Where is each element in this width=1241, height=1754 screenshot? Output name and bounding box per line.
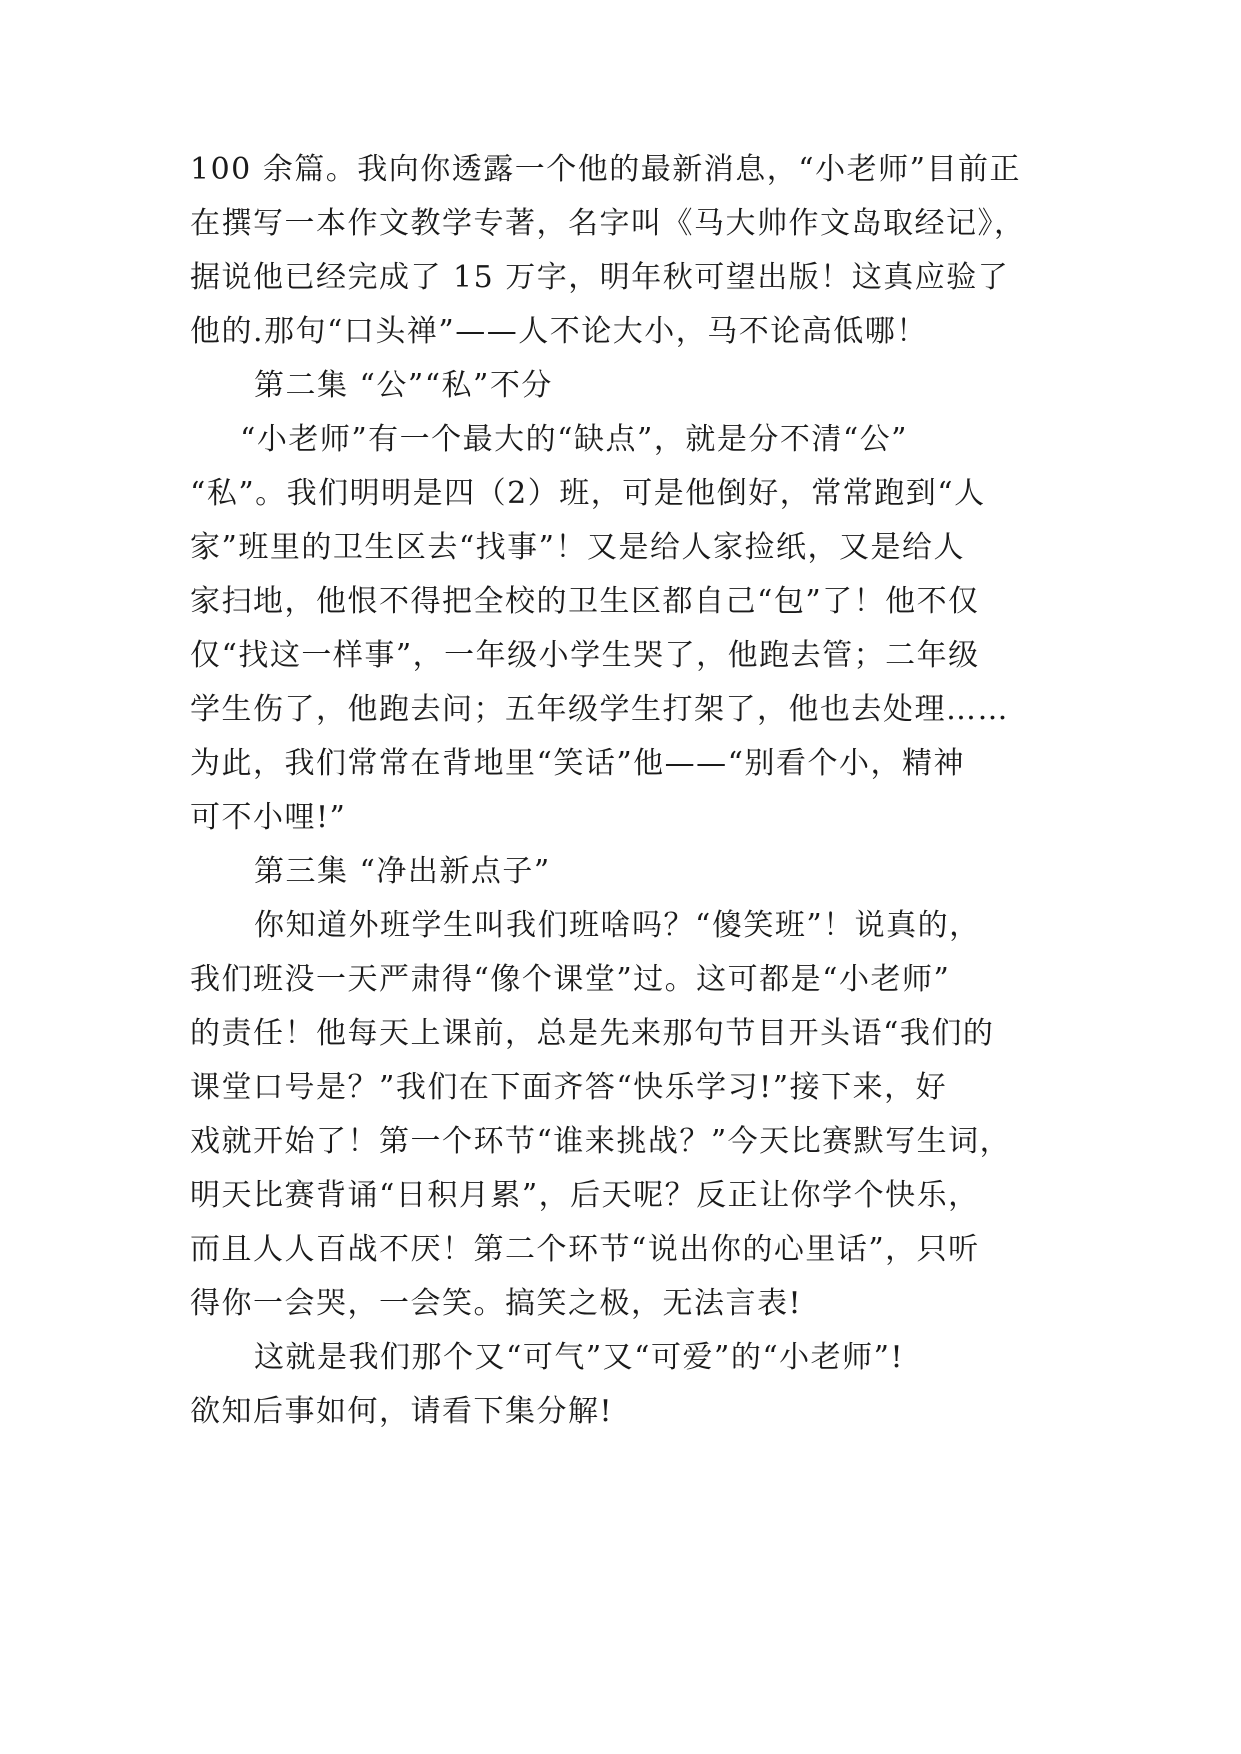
text-line: 得你一会哭，一会笑。搞笑之极，无法言表! bbox=[190, 1286, 803, 1321]
text-line: 100 余篇。我向你透露一个他的最新消息，“小老师”目前正 bbox=[190, 152, 1021, 187]
text-line: 戏就开始了！第一个环节“谁来挑战？”今天比赛默写生词， bbox=[190, 1124, 1012, 1159]
text-line: 我们班没一天严肃得“像个课堂”过。这可都是“小老师” bbox=[190, 962, 951, 997]
section-heading: 第三集 “净出新点子” bbox=[254, 854, 551, 889]
text-line: 而且人人百战不厌！第二个环节“说出你的心里话”，只听 bbox=[190, 1232, 980, 1267]
paragraph-first-line: 这就是我们那个又“可气”又“可爱”的“小老师”! bbox=[254, 1340, 905, 1375]
text-line: 欲知后事如何，请看下集分解! bbox=[190, 1394, 614, 1429]
text-line: 为此，我们常常在背地里“笑话”他——“别看个小，精神 bbox=[190, 746, 966, 781]
text-line: 明天比赛背诵“日积月累”，后天呢？反正让你学个快乐， bbox=[190, 1178, 980, 1213]
paragraph-first-line: 你知道外班学生叫我们班啥吗？“傻笑班”！说真的， bbox=[254, 908, 981, 943]
text-line: 可不小哩!” bbox=[190, 800, 347, 835]
text-line: 课堂口号是？”我们在下面齐答“快乐学习!”接下来，好 bbox=[190, 1070, 948, 1105]
text-line: 的责任！他每天上课前，总是先来那句节目开头语“我们的 bbox=[190, 1016, 995, 1051]
text-line: 学生伤了，他跑去问；五年级学生打架了，他也去处理…… bbox=[190, 692, 1009, 727]
text-line: 在撰写一本作文教学专著，名字叫《马大帅作文岛取经记》， bbox=[190, 206, 1026, 241]
text-line: 仅“找这一样事”，一年级小学生哭了，他跑去管；二年级 bbox=[190, 638, 980, 673]
paragraph-first-line: “小老师”有一个最大的“缺点”，就是分不清“公” bbox=[240, 422, 909, 457]
text-line: 据说他已经完成了 15 万字，明年秋可望出版！这真应验了 bbox=[190, 260, 1010, 295]
section-heading: 第二集 “公”“私”不分 bbox=[254, 368, 553, 403]
text-line: 他的.那句“口头禅”——人不论大小，马不论高低哪！ bbox=[190, 314, 928, 349]
text-line: “私”。我们明明是四（2）班，可是他倒好，常常跑到“人 bbox=[190, 476, 986, 511]
text-line: 家扫地，他恨不得把全校的卫生区都自己“包”了！他不仅 bbox=[190, 584, 980, 619]
text-line: 家”班里的卫生区去“找事”！又是给人家捡纸，又是给人 bbox=[190, 530, 966, 565]
